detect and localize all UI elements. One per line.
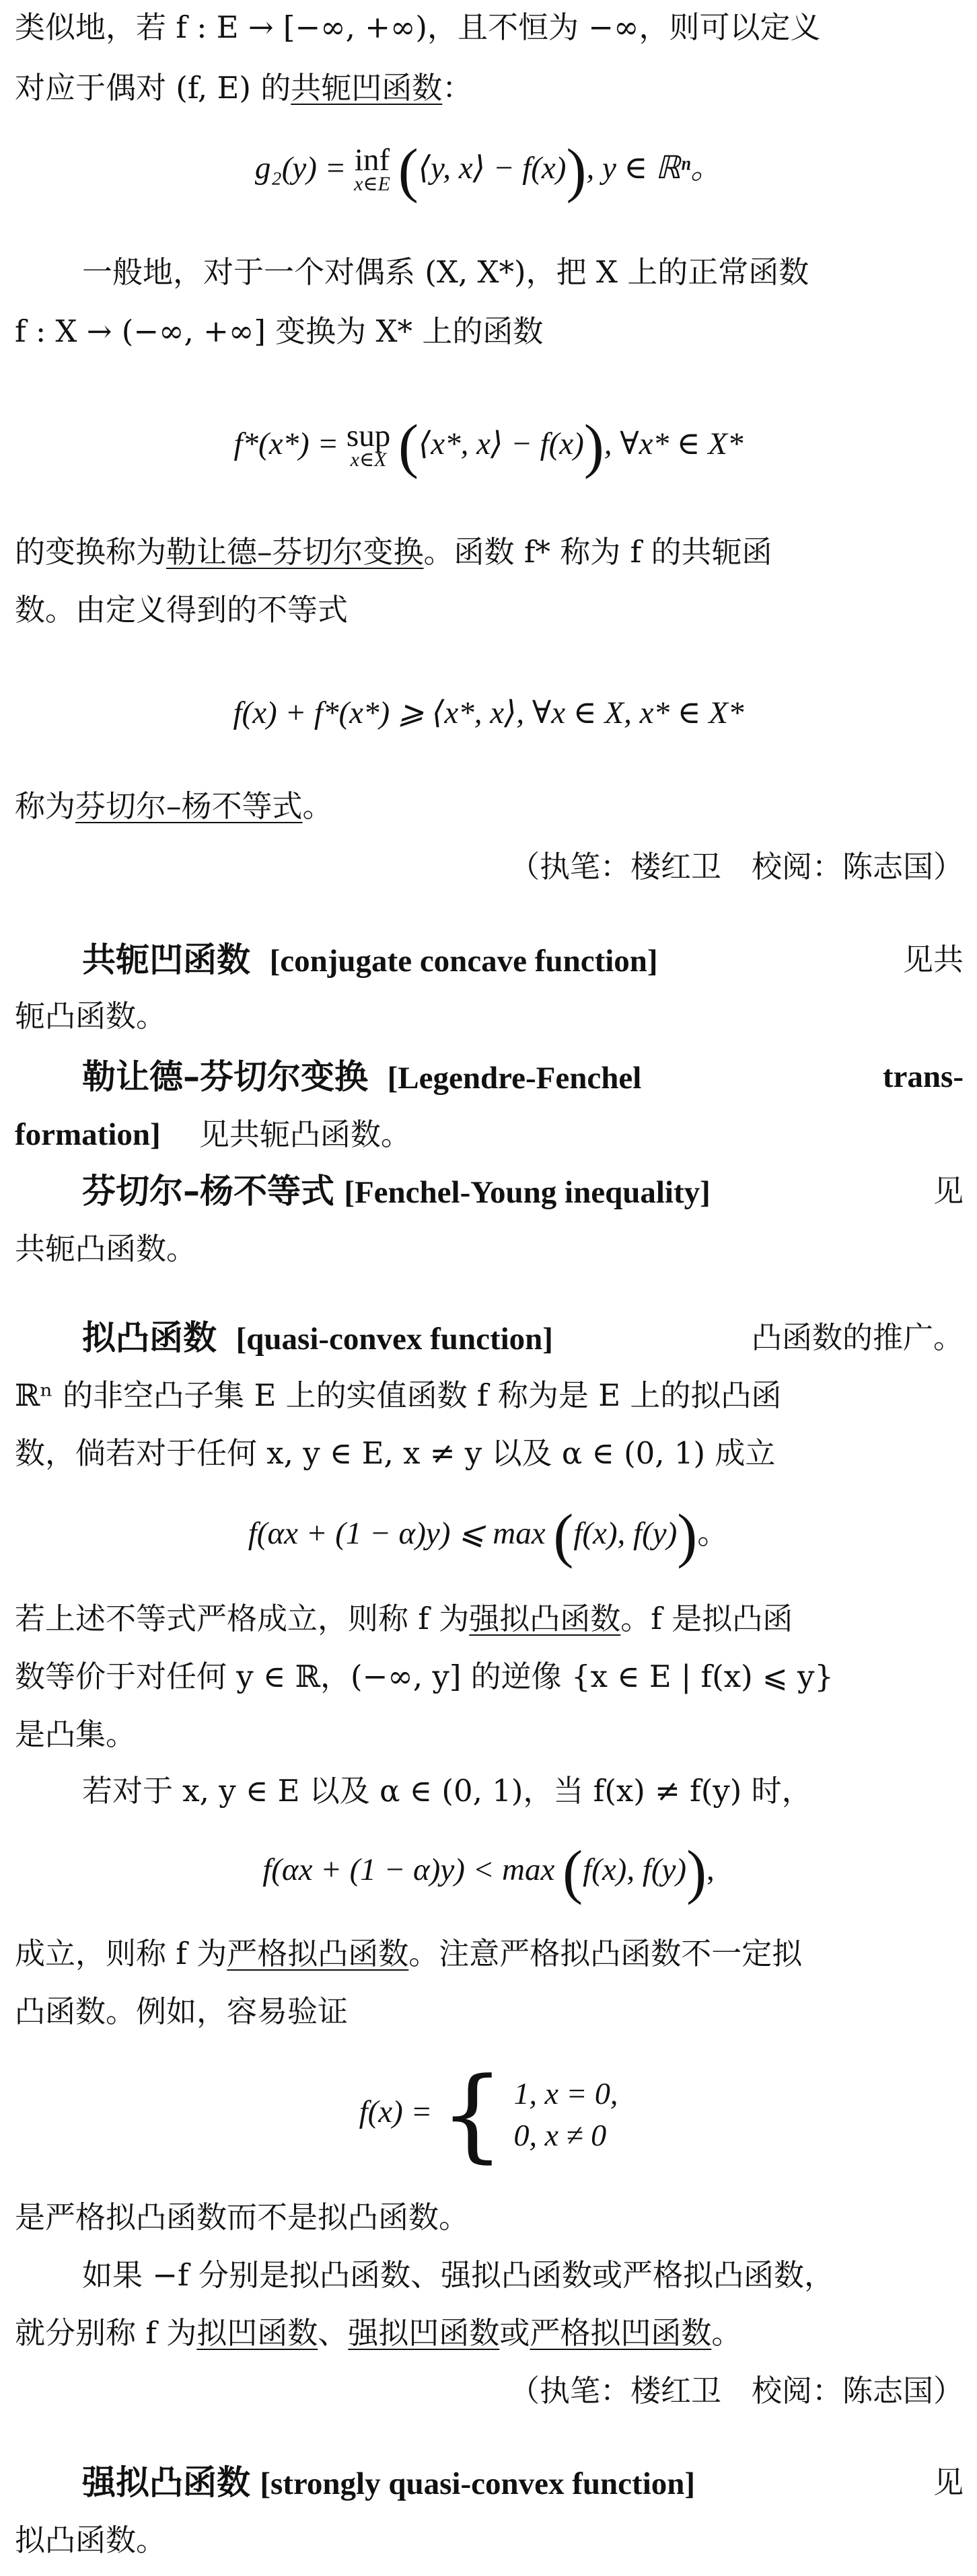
text-line: 称为芬切尔–杨不等式。 (15, 788, 333, 824)
formula-g2: g₂(y) = inf x∈E (⟨y, x⟩ − f(x)), y ∈ ℝⁿ。 (254, 137, 723, 204)
formula-quasi-convex: f(αx + (1 − α)y) ⩽ max (f(x), f(y))。 (248, 1503, 729, 1570)
term-link[interactable]: 拟凹函数 (196, 2315, 318, 2351)
text-line: 若对于 x, y ∈ E 以及 α ∈ (0, 1)，当 f(x) ≠ f(y) 时， (82, 1773, 812, 1809)
formula-legendre: f*(x*) = sup x∈X (⟨x*, x⟩ − f(x)), ∀x* ∈ X* (233, 413, 744, 480)
text-line: 成立，则称 f 为严格拟凸函数。注意严格拟凸函数不一定拟 (15, 1936, 803, 1971)
term-link[interactable]: 强拟凸函数 (469, 1601, 621, 1636)
term-link[interactable]: 勒让德–芬切尔变换 (166, 534, 424, 570)
text-line: 数等价于对任何 y ∈ ℝ，(−∞, y] 的逆像 {x ∈ E | f(x) ⩽ y} (15, 1659, 834, 1694)
term-link[interactable]: 强拟凹函数 (348, 2315, 500, 2351)
entry-headword: 勒让德–芬切尔变换 (82, 1057, 368, 1096)
term-link[interactable]: 严格拟凸函数 (227, 1936, 409, 1971)
entry-headword: 拟凸函数 (82, 1318, 217, 1357)
text-line: 一般地，对于一个对偶系 (X, X*)，把 X 上的正常函数 (82, 254, 809, 290)
term-link[interactable]: 芬切尔–杨不等式 (75, 788, 303, 824)
text-line: formation] 见共轭凸函数。 (15, 1116, 411, 1152)
formula-fenchel-young: f(x) + f*(x*) ⩾ ⟨x*, x⟩, ∀x ∈ X, x* ∈ X* (233, 695, 744, 730)
see-link[interactable]: 见共轭凸函数。 (198, 1116, 411, 1152)
see-link[interactable]: 共轭凸函数。 (15, 1231, 197, 1266)
see-link[interactable]: 拟凸函数。 (15, 2522, 167, 2558)
text-line: 是严格拟凸函数而不是拟凸函数。 (15, 2199, 470, 2235)
text-line (15, 2520, 964, 2561)
entry-headword: 共轭凹函数 (82, 940, 250, 979)
text-line: 若上述不等式严格成立，则称 f 为强拟凸函数。f 是拟凸函 (15, 1601, 793, 1636)
author-credit: （执笔：楼红卫 校阅：陈志国） (509, 2373, 964, 2409)
author-credit: （执笔：楼红卫 校阅：陈志国） (509, 849, 964, 884)
text-line: 数，倘若对于任何 x, y ∈ E, x ≠ y 以及 α ∈ (0, 1) 成立 (15, 1435, 776, 1471)
text-line: 凸函数。例如，容易验证 (15, 1994, 349, 2029)
text-line: 是凸集。 (15, 1716, 137, 1752)
entry-headword: 芬切尔–杨不等式 (82, 1172, 334, 1211)
text-line: 数。由定义得到的不等式 (15, 592, 349, 628)
entry-header: 芬切尔–杨不等式 [Fenchel-Young inequality] 见 (82, 1172, 964, 1211)
entry-header: 共轭凹函数 [conjugate concave function] 见共 (82, 940, 964, 979)
text-line: 对应于偶对 (f, E) 的共轭凹函数： (15, 70, 473, 106)
entry-header: 强拟凸函数 [strongly quasi-convex function] 见 (82, 2463, 964, 2502)
text-line: 的变换称为勒让德–芬切尔变换。函数 f* 称为 f 的共轭函 (15, 534, 772, 570)
text-line: 如果 −f 分别是拟凸函数、强拟凸函数或严格拟凸函数， (82, 2257, 834, 2293)
text-line (15, 1228, 964, 1270)
text-line (15, 995, 964, 1037)
formula-strict-quasi-convex: f(αx + (1 − α)y) < max (f(x), f(y)), (262, 1839, 715, 1906)
term-link[interactable]: 严格拟凹函数 (530, 2315, 712, 2351)
text-line: 就分别称 f 为拟凹函数、强拟凹函数或严格拟凹函数。 (15, 2315, 742, 2351)
term-link[interactable]: 共轭凹函数 (291, 70, 443, 106)
entry-headword: 强拟凸函数 (82, 2463, 250, 2502)
formula-piecewise: f(x) = { 1, x = 0, 0, x ≠ 0 (359, 2056, 618, 2174)
text-line: ℝⁿ 的非空凸子集 E 上的实值函数 f 称为是 E 上的拟凸函 (15, 1377, 782, 1413)
entry-header: 拟凸函数 [quasi-convex function] 凸函数的推广。 (82, 1318, 964, 1357)
text-line: 类似地，若 f : E → [−∞, +∞)，且不恒为 −∞，则可以定义 (15, 9, 821, 45)
see-link[interactable]: 轭凸函数。 (15, 998, 167, 1034)
text-line: f : X → (−∞, +∞] 变换为 X* 上的函数 (15, 313, 544, 349)
entry-header: 勒让德–芬切尔变换 [Legendre-Fenchel trans- (82, 1057, 964, 1096)
